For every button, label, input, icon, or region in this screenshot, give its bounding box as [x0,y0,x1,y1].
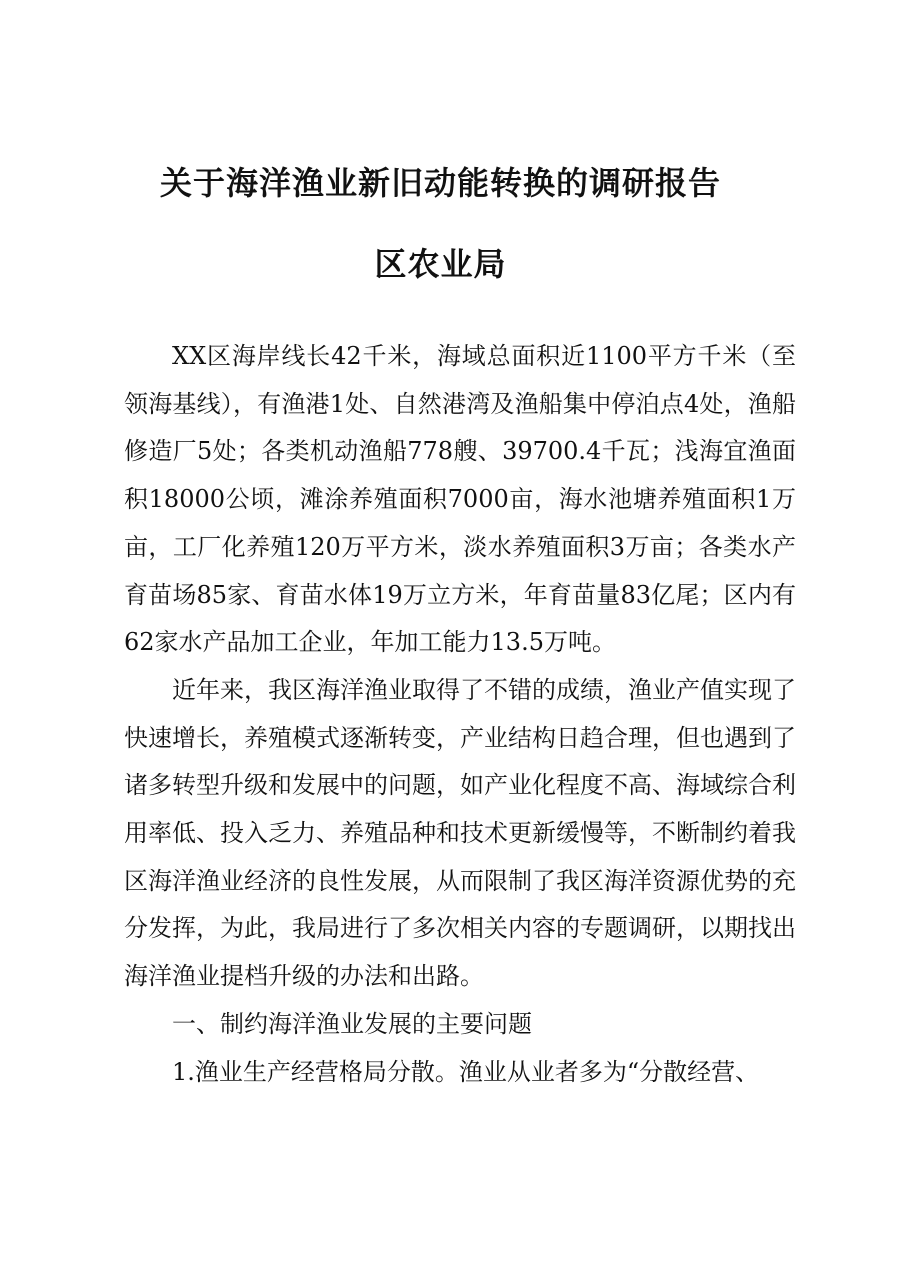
document-author: 区农业局 [374,245,507,283]
paragraph-problems-intro: 近年来，我区海洋渔业取得了不错的成绩，渔业产值实现了快速增长，养殖模式逐渐转变，产业结构日趋合理，但也遇到了诸多转型升级和发展中的问题，如产业化程度不高、海域综合利用率低、投入乏力、养殖品种和技术更新缓慢等，不断制约着我区海洋渔业经济的良性发展，从而限制了我区海洋资源优势的充分发挥，为此，我局进行了多次相关内容的专题调研，以期找出海洋渔业提档升级的办法和出路。 [124,675,796,991]
paragraph-item-1: 1.渔业生产经营格局分散。渔业从业者多为“分散经营、 [172,1057,760,1086]
document-body [124,333,796,1096]
paragraph-overview: XX区海岸线长42千米，海域总面积近1100平方千米（至领海基线），有渔港1处、自然港湾及渔船集中停泊点4处，渔船修造厂5处；各类机动渔船778艘、39700.4千瓦；浅海宜渔面积18000公顷，滩涂养殖面积7000亩，海水池塘养殖面积1万亩，工厂化养殖120万平方米，淡水养殖面积3万亩；各类水产育苗场85家、育苗水体19万立方米，年育苗量83亿尾；区内有62家水产品加工企业，年加工能力13.5万吨。 [124,342,796,657]
document-title: 关于海洋渔业新旧动能转换的调研报告 [159,164,721,202]
section-heading-1: 一、制约海洋渔业发展的主要问题 [172,1009,532,1038]
